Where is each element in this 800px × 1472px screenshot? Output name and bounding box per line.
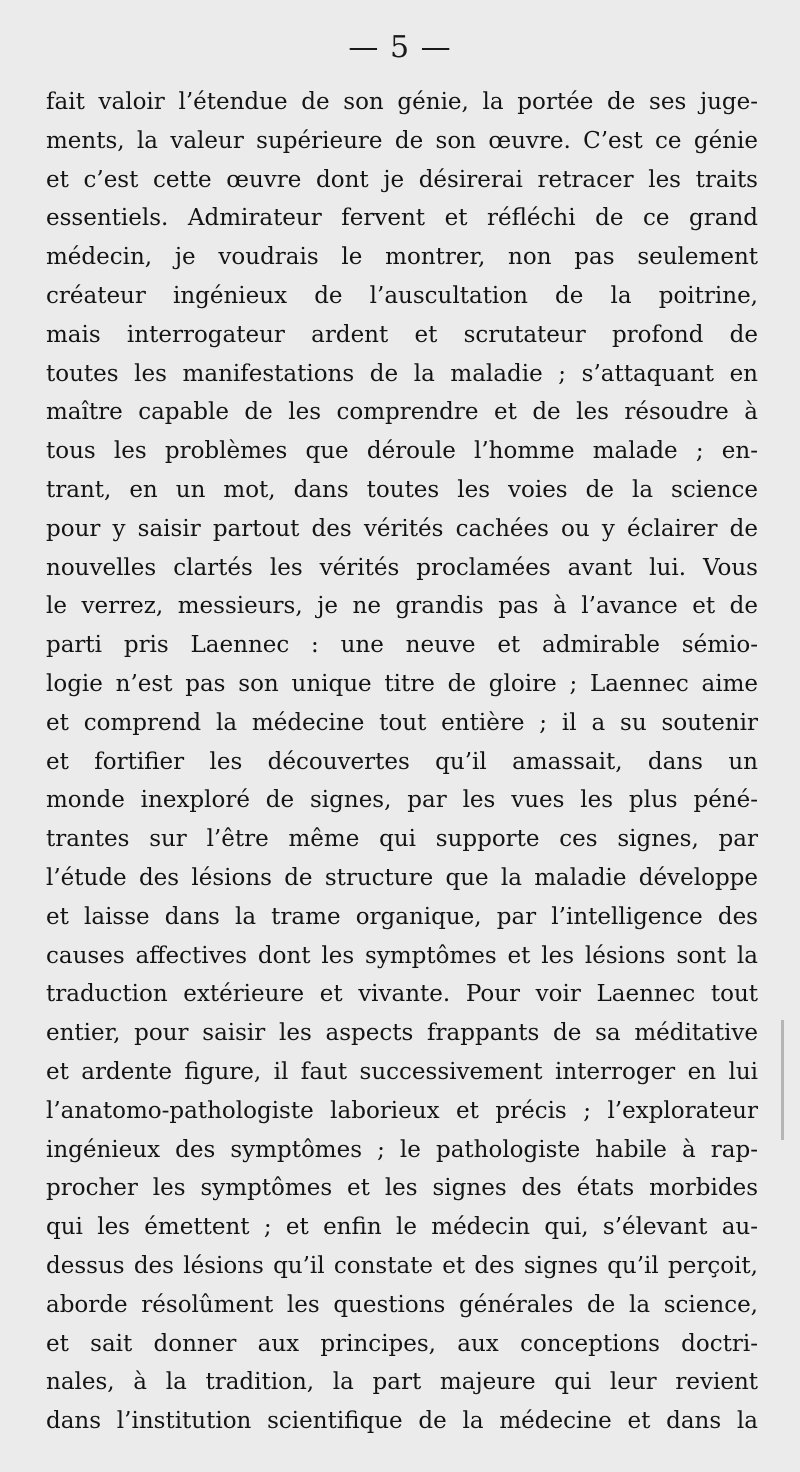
text-line: et fortifier les découvertes qu’il amassait, dans un <box>46 748 758 775</box>
text-line: mais interrogateur ardent et scrutateur profond de <box>46 321 758 348</box>
body-text <box>46 83 758 1441</box>
text-line: trant, en un mot, dans toutes les voies de la science <box>46 476 758 503</box>
text-line: tous les problèmes que déroule l’homme malade ; en- <box>46 438 758 465</box>
text-line: trantes sur l’être même qui supporte ces signes, par <box>46 826 758 853</box>
text-line: fait valoir l’étendue de son génie, la portée de ses juge- <box>46 89 758 115</box>
text-line: ments, la valeur supérieure de son œuvre. C’est ce génie <box>46 127 758 154</box>
text-line: et ardente figure, il faut successivement interroger en lui <box>46 1058 758 1085</box>
text-line: l’étude des lésions de structure que la maladie développe <box>46 864 758 891</box>
text-line: monde inexploré de signes, par les vues les plus péné- <box>46 787 758 814</box>
text-line: dessus des lésions qu’il constate et des signes qu’il perçoit, <box>46 1252 758 1279</box>
text-line: essentiels. Admirateur fervent et réfléchi de ce grand <box>46 205 758 232</box>
binding-edge-mark <box>781 1020 784 1140</box>
text-line: causes affectives dont les symptômes et les lésions sont la <box>46 942 758 969</box>
text-line: entier, pour saisir les aspects frappants de sa méditative <box>46 1020 758 1047</box>
text-line: dans l’institution scientifique de la médecine et dans la <box>46 1408 758 1435</box>
text-line: et comprend la médecine tout entière ; il a su soutenir <box>46 709 758 736</box>
text-line: et c’est cette œuvre dont je désirerai retracer les traits <box>46 166 758 193</box>
text-line: le verrez, messieurs, je ne grandis pas à l’avance et de <box>46 593 758 620</box>
text-line: maître capable de les comprendre et de les résoudre à <box>46 399 758 426</box>
text-line: ingénieux des symptômes ; le pathologiste habile à rap- <box>46 1136 758 1163</box>
text-line: procher les symptômes et les signes des états morbides <box>46 1175 758 1202</box>
text-line: parti pris Laennec : une neuve et admirable sémio- <box>46 632 758 659</box>
page-number: — 5 — <box>348 30 452 65</box>
text-line: pour y saisir partout des vérités cachées ou y éclairer de <box>46 515 758 542</box>
text-line: toutes les manifestations de la maladie ; s’attaquant en <box>46 360 758 387</box>
text-line: médecin, je voudrais le montrer, non pas seulement <box>46 244 758 271</box>
text-line: aborde résolûment les questions générales de la science, <box>46 1291 758 1318</box>
text-line: nouvelles clartés les vérités proclamées avant lui. Vous <box>46 554 758 581</box>
text-line: traduction extérieure et vivante. Pour voir Laennec tout <box>46 981 758 1008</box>
text-line: et sait donner aux principes, aux conceptions doctri- <box>46 1330 758 1357</box>
text-line: et laisse dans la trame organique, par l’intelligence des <box>46 903 758 930</box>
text-line: créateur ingénieux de l’auscultation de la poitrine, <box>46 282 758 309</box>
text-line: qui les émettent ; et enfin le médecin qui, s’élevant au- <box>46 1214 758 1241</box>
text-line: nales, à la tradition, la part majeure qui leur revient <box>46 1369 758 1396</box>
text-line: l’anatomo-pathologiste laborieux et précis ; l’explorateur <box>46 1097 758 1124</box>
text-line: logie n’est pas son unique titre de gloire ; Laennec aime <box>46 670 758 697</box>
